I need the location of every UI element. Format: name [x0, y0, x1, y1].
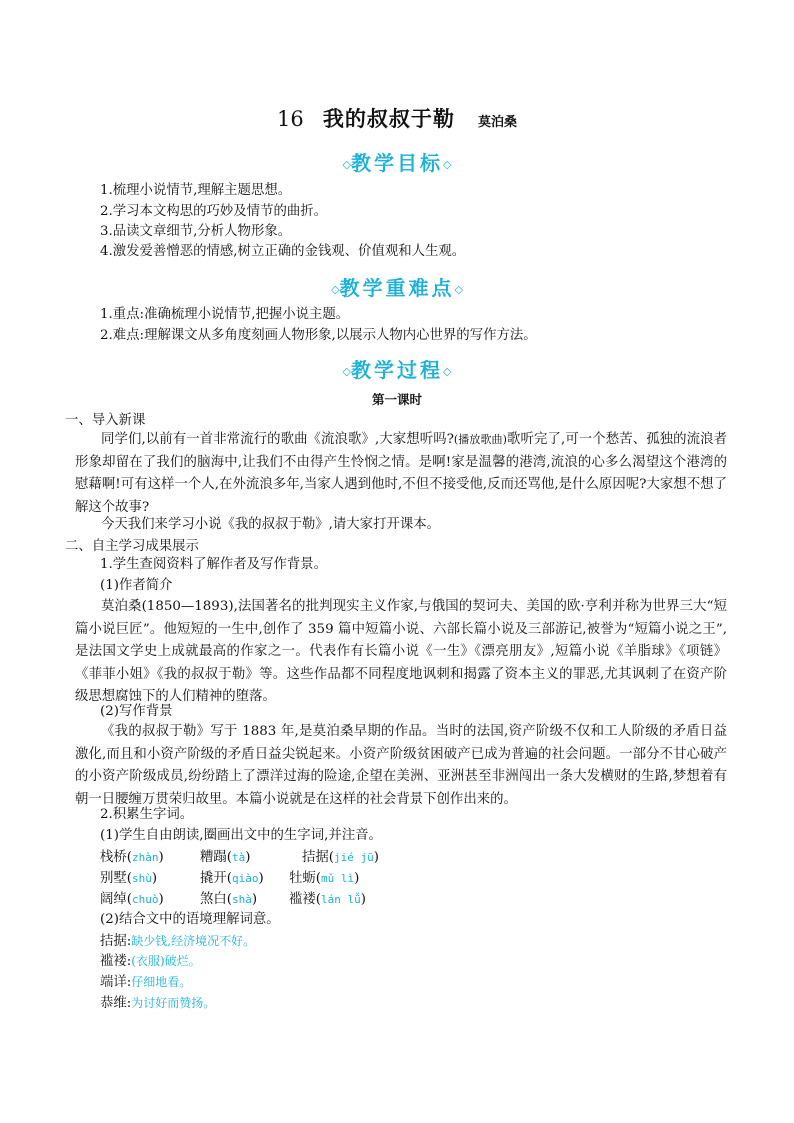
lesson-number: 16: [277, 107, 304, 131]
vocab-item: 煞白(shà): [200, 892, 258, 907]
diamond-icon: ◇: [331, 283, 340, 296]
definition-text: 为讨好而赞扬。: [131, 996, 216, 1010]
vocab-pinyin: jié jū: [334, 851, 374, 864]
step-1a: (1)作者简介: [100, 578, 173, 593]
lesson-title-text: 我的叔叔于勒: [322, 106, 455, 131]
section-heading-process: [0, 354, 794, 383]
section-heading-key: [0, 272, 794, 301]
vocab-word: 阔绰: [100, 892, 127, 907]
vocab-pinyin: lán lǚ: [321, 893, 361, 906]
vocab-item: 牡蛎(mǔ lì): [289, 871, 360, 886]
key-point-item: 2.难点:理解课文从多角度刻画人物形象,以展示人物内心世界的写作方法。: [100, 328, 537, 343]
vocab-word: 栈桥: [100, 850, 127, 865]
goal-item: 1.梳理小说情节,理解主题思想。: [100, 183, 292, 198]
definition-word: 恭维:: [100, 996, 132, 1011]
key-point-item: 1.重点:准确梳理小说情节,把握小说主题。: [100, 307, 350, 322]
vocab-item: 褴褛(lán lǚ): [289, 892, 366, 907]
author-intro-paragraph: 莫泊桑(1850—1893),法国著名的批判现实主义作家,与俄国的契诃夫、美国的欧·亨利并称为世界三大“短篇小说巨匠”。他短短的一生中,创作了 359 篇中短篇小说、六部长篇小说及三部游记,被誉为“短篇小说之王”,是法国文学史上成就最高的作家之一。代表作有长篇小说《一生》《漂亮朋友》,短篇小说《羊脂球》《项链》《菲菲小姐》《我的叔叔于勒》等。这些作品都不同程度地讽刺和揭露了资本主义的罪恶,尤其讽刺了在资产阶级思想腐蚀下的人们精神的堕落。: [75, 599, 727, 705]
step-1b: (2)写作背景: [100, 704, 173, 719]
part2-heading: 二、自主学习成果展示: [65, 539, 199, 554]
definition-text: (衣服)破烂。: [131, 954, 201, 968]
lesson-title: [0, 103, 794, 133]
definition-text: 仔细地看。: [131, 975, 192, 989]
vocab-pinyin: qiào: [232, 872, 259, 885]
definition-text: 缺少钱,经济境况不好。: [131, 934, 256, 948]
vocab-pinyin: tà: [232, 851, 246, 864]
step-1: 1.学生查阅资料了解作者及写作背景。: [100, 557, 328, 572]
vocab-word: 褴褛: [289, 892, 316, 907]
background-paragraph: 《我的叔叔于勒》写于 1883 年,是莫泊桑早期的作品。当时的法国,资产阶级不仅和工人阶级的矛盾日益激化,而且和小资产阶级的矛盾日益尖锐起来。小资产阶级贫困破产已成为普遍的社会问题。一部分不甘心破产的小资产阶级成员,纷纷踏上了漂洋过海的险途,企望在美洲、亚洲甚至非洲闯出一条大发横财的生路,梦想着有朝一日腰缠万贯荣归故里。本篇小说就是在这样的社会背景下创作出来的。: [75, 724, 727, 807]
vocab-item: 撬开(qiào): [200, 871, 264, 886]
diamond-icon: ◇: [342, 158, 351, 171]
vocab-item: 糟蹋(tà): [200, 850, 251, 865]
lesson-period: 第一课时: [371, 392, 422, 407]
vocab-word: 别墅: [100, 871, 127, 886]
vocab-pinyin: zhàn: [132, 851, 159, 864]
definition-word: 拮据:: [100, 934, 132, 949]
section-title: 教学过程: [351, 358, 443, 382]
definition-item: [100, 993, 750, 1014]
vocab-word: 糟蹋: [200, 850, 227, 865]
step-2b: (2)结合文中的语境理解词意。: [100, 912, 280, 927]
goal-item: 4.激发爱善憎恶的情感,树立正确的金钱观、价值观和人生观。: [100, 244, 466, 259]
goal-item: 3.品读文章细节,分析人物形象。: [100, 224, 292, 239]
definition-item: [100, 972, 750, 993]
play-song-note: (播放歌曲): [453, 433, 507, 446]
section-heading-goals: [0, 147, 794, 176]
diamond-icon: ◇: [454, 283, 463, 296]
vocab-pinyin: shà: [232, 893, 252, 906]
step-2: 2.积累生字词。: [100, 807, 194, 822]
intro-text: 同学们,以前有一首非常流行的歌曲《流浪歌》,大家想听吗?: [101, 432, 454, 447]
vocab-word: 拮据: [302, 850, 329, 865]
intro-paragraph-2: 今天我们来学习小说《我的叔叔于勒》,请大家打开课本。: [101, 517, 441, 532]
diamond-icon: ◇: [443, 365, 452, 378]
vocab-item: 拮据(jié jū): [302, 850, 379, 865]
vocab-pinyin: shù: [132, 872, 152, 885]
step-2a: (1)学生自由朗读,圈画出文中的生字词,并注音。: [100, 828, 382, 843]
vocab-word: 牡蛎: [289, 871, 316, 886]
definition-word: 端详:: [100, 975, 132, 990]
section-title: 教学目标: [351, 151, 443, 175]
diamond-icon: ◇: [443, 158, 452, 171]
vocab-pinyin: chuò: [132, 893, 159, 906]
diamond-icon: ◇: [342, 365, 351, 378]
part1-heading: 一、导入新课: [65, 413, 146, 428]
goal-item: 2.学习本文构思的巧妙及情节的曲折。: [100, 204, 328, 219]
definition-item: [100, 931, 750, 952]
vocab-word: 煞白: [200, 892, 227, 907]
intro-paragraph: [75, 429, 727, 519]
author-name: 莫泊桑: [477, 115, 517, 130]
definition-item: [100, 951, 750, 972]
section-title: 教学重难点: [339, 276, 455, 300]
intro-text: 歌听完了,可一个愁苦、孤独的流浪者形象却留在了我们的脑海中,让我们不由得产生怜悯之情。是啊!家是温馨的港湾,流浪的心多么渴望这个港湾的慰藉啊!可有这样一个人,在外流浪多年,当家人遇到他时,不但不接受他,反而还骂他,是什么原因呢?大家想不想了解这个故事?: [75, 432, 727, 515]
vocab-item: 阔绰(chuò): [100, 892, 164, 907]
vocab-item: 栈桥(zhàn): [100, 850, 164, 865]
vocab-item: 别墅(shù): [100, 871, 158, 886]
definition-word: 褴褛:: [100, 954, 132, 969]
vocab-pinyin: mǔ lì: [321, 872, 355, 885]
vocab-word: 撬开: [200, 871, 227, 886]
